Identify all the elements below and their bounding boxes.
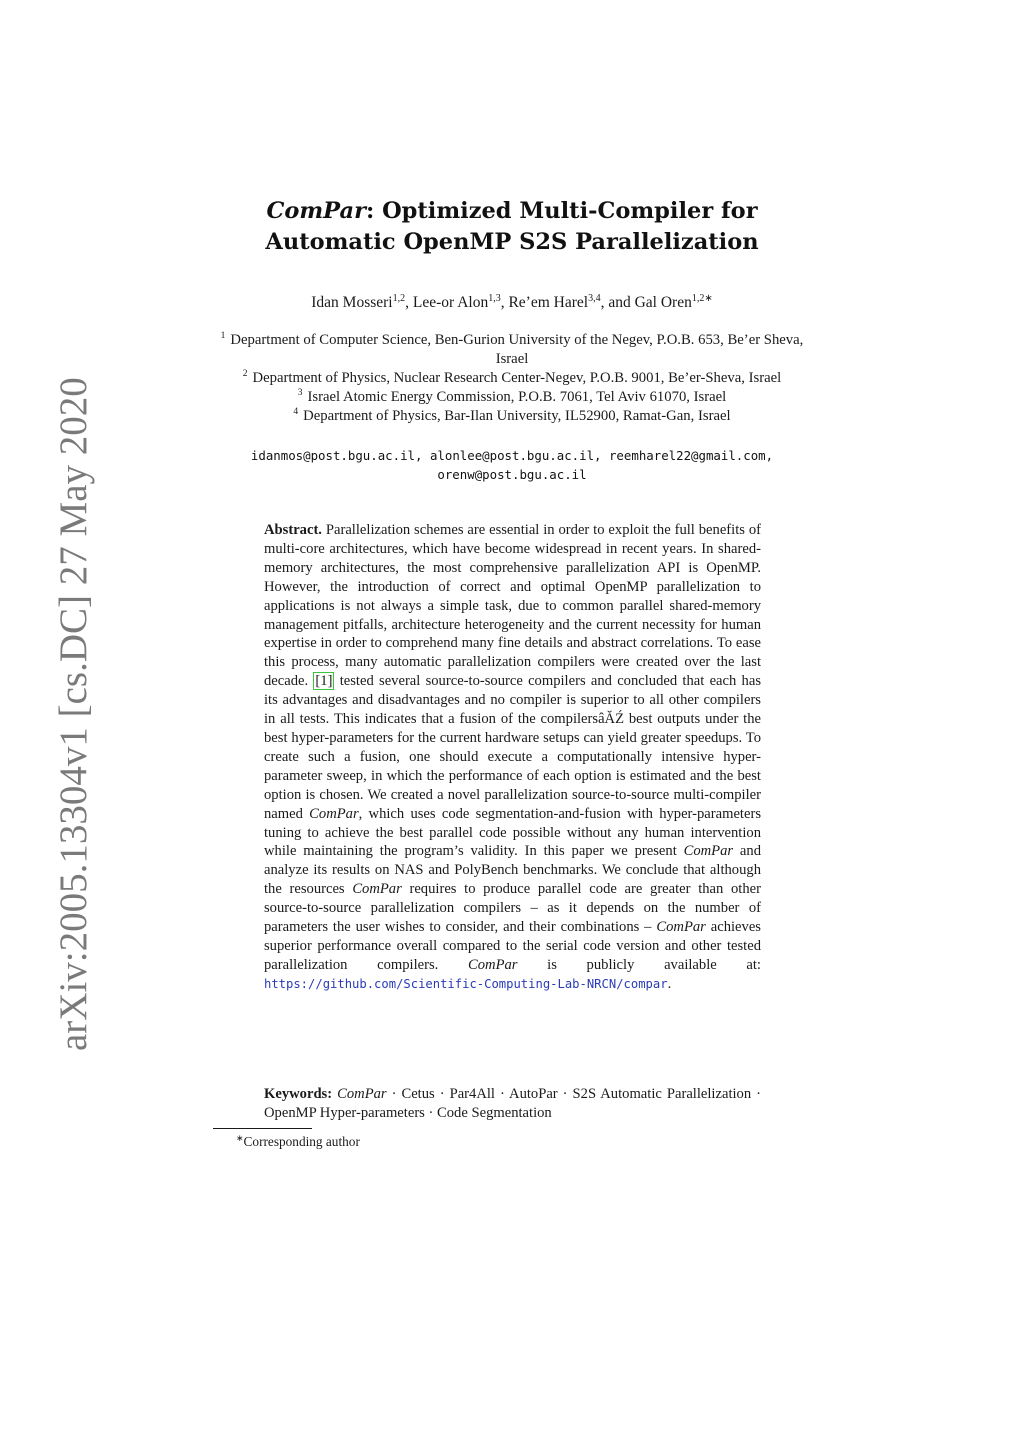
affiliation-number: 4 <box>293 407 299 417</box>
system-name: ComPar <box>309 805 359 822</box>
abstract-text-4: and analyze its results on NAS and PolyBench benchmarks. We conclude that although the resources <box>264 843 761 898</box>
affiliation-text: Israel Atomic Energy Commission, P.O.B. 7061, Tel Aviv 61070, Israel <box>307 389 727 405</box>
keywords-label: Keywords: <box>264 1086 333 1102</box>
github-link[interactable]: https://github.com/Scientific-Computing-Lab-NRCN/compar <box>264 976 668 991</box>
affiliation-item <box>210 388 814 407</box>
author-list <box>200 293 824 313</box>
affiliation-item <box>210 407 814 426</box>
footnote-rule <box>213 1128 312 1129</box>
author-emails <box>210 446 814 484</box>
email-line-2: orenw@post.bgu.ac.il <box>437 467 587 482</box>
title-system-name: ComPar <box>266 198 366 224</box>
abstract-text-7: is publicly available at: <box>547 956 761 973</box>
affiliations <box>210 331 814 426</box>
keywords-list: · Cetus · Par4All · AutoPar · S2S Automatic Parallelization · OpenMP Hyper-parameters · Code Segmentation <box>264 1086 762 1121</box>
footnote-text: Corresponding author <box>243 1134 360 1149</box>
abstract-end: . <box>667 975 672 992</box>
affiliation-item <box>210 331 814 369</box>
footnote <box>236 1133 736 1150</box>
author-name: Re’em Harel <box>508 294 589 311</box>
affiliation-text: Department of Physics, Bar-Ilan University, IL52900, Ramat-Gan, Israel <box>303 408 731 424</box>
abstract-text-2: tested several source-to-source compilers and concluded that each has its advantages and disadvantages and no compiler is superior to all other compilers in all tests. This indicates that a fusion of the compilersâĂŹ best outputs under the best hyper-parameters for the current hardware setups can yield greater speedups. To create such a fusion, one should execute a computationally intensive hyper-parameter sweep, in which the performance of each option is estimated and the best option is chosen. We created a novel parallelization source-to-source multi-compiler named <box>264 673 761 822</box>
author-affiliation-marker: 1,2∗ <box>691 293 713 304</box>
title-line-1-rest: : Optimized Multi-Compiler for <box>365 198 758 224</box>
arxiv-identifier-sidebar: arXiv:2005.13304v1 [cs.DC] 27 May 2020 <box>52 377 95 1051</box>
author-affiliation-marker: 1,2 <box>392 293 406 304</box>
abstract <box>264 521 761 994</box>
abstract-text-3: , which uses code segmentation-and-fusion with hyper-parameters tuning to achieve the best parallel code possible without any human intervention while maintaining the program’s validity. In this paper we present <box>264 805 761 860</box>
email-line-1: idanmos@post.bgu.ac.il, alonlee@post.bgu.ac.il, reemharel22@gmail.com, <box>250 448 774 463</box>
affiliation-item <box>210 369 814 388</box>
author-name: Lee-or Alon <box>412 294 489 311</box>
author-separator: , <box>405 294 413 311</box>
abstract-text-6: achieves superior performance overall compared to the serial code version and other tested parallelization compilers. <box>264 919 761 973</box>
keywords <box>264 1085 761 1123</box>
system-name: ComPar <box>352 881 402 898</box>
abstract-text-5: requires to produce parallel code are greater than other source-to-source parallelization compilers – as it depends on the number of parameters the user wishes to consider, and their combinations – <box>264 881 761 936</box>
author-name: Gal Oren <box>634 294 692 311</box>
title-line-1 <box>200 196 824 227</box>
keyword-system-name: ComPar <box>337 1086 387 1102</box>
citation-link[interactable]: [1] <box>315 673 333 690</box>
author-affiliation-marker: 3,4 <box>588 293 601 304</box>
author-separator: , and <box>600 294 635 311</box>
affiliation-number: 2 <box>242 369 248 379</box>
title-line-2: Automatic OpenMP S2S Parallelization <box>265 229 759 255</box>
abstract-text-1: Parallelization schemes are essential in order to exploit the full benefits of multi-core architectures, which have become widespread in recent years. In shared-memory architectures, the most comprehensive parallelization API is OpenMP. However, the introduction of correct and optimal OpenMP parallelization to applications is not always a simple task, due to common parallel shared-memory management pitfalls, architecture heterogeneity and the current necessity for human expertise in order to comprehend many fine details and abstract correlations. To ease this process, many automatic parallelization compilers were created over the last decade. <box>264 522 761 690</box>
author-affiliation-marker: 1,3 <box>488 293 501 304</box>
footnote-marker: ∗ <box>236 1133 244 1143</box>
system-name: ComPar <box>468 956 518 973</box>
paper-title <box>200 196 824 258</box>
affiliation-number: 1 <box>220 331 226 341</box>
affiliation-text: Department of Computer Science, Ben-Gurion University of the Negev, P.O.B. 653, Be’er Sheva, Israel <box>230 332 804 367</box>
system-name: ComPar <box>656 919 706 936</box>
affiliation-number: 3 <box>297 388 303 398</box>
abstract-label: Abstract. <box>264 522 322 538</box>
author-name: Idan Mosseri <box>311 294 393 311</box>
author-separator: , <box>500 294 509 311</box>
affiliation-text: Department of Physics, Nuclear Research Center-Negev, P.O.B. 9001, Be’er-Sheva, Israel <box>252 370 782 386</box>
system-name: ComPar <box>683 843 734 860</box>
